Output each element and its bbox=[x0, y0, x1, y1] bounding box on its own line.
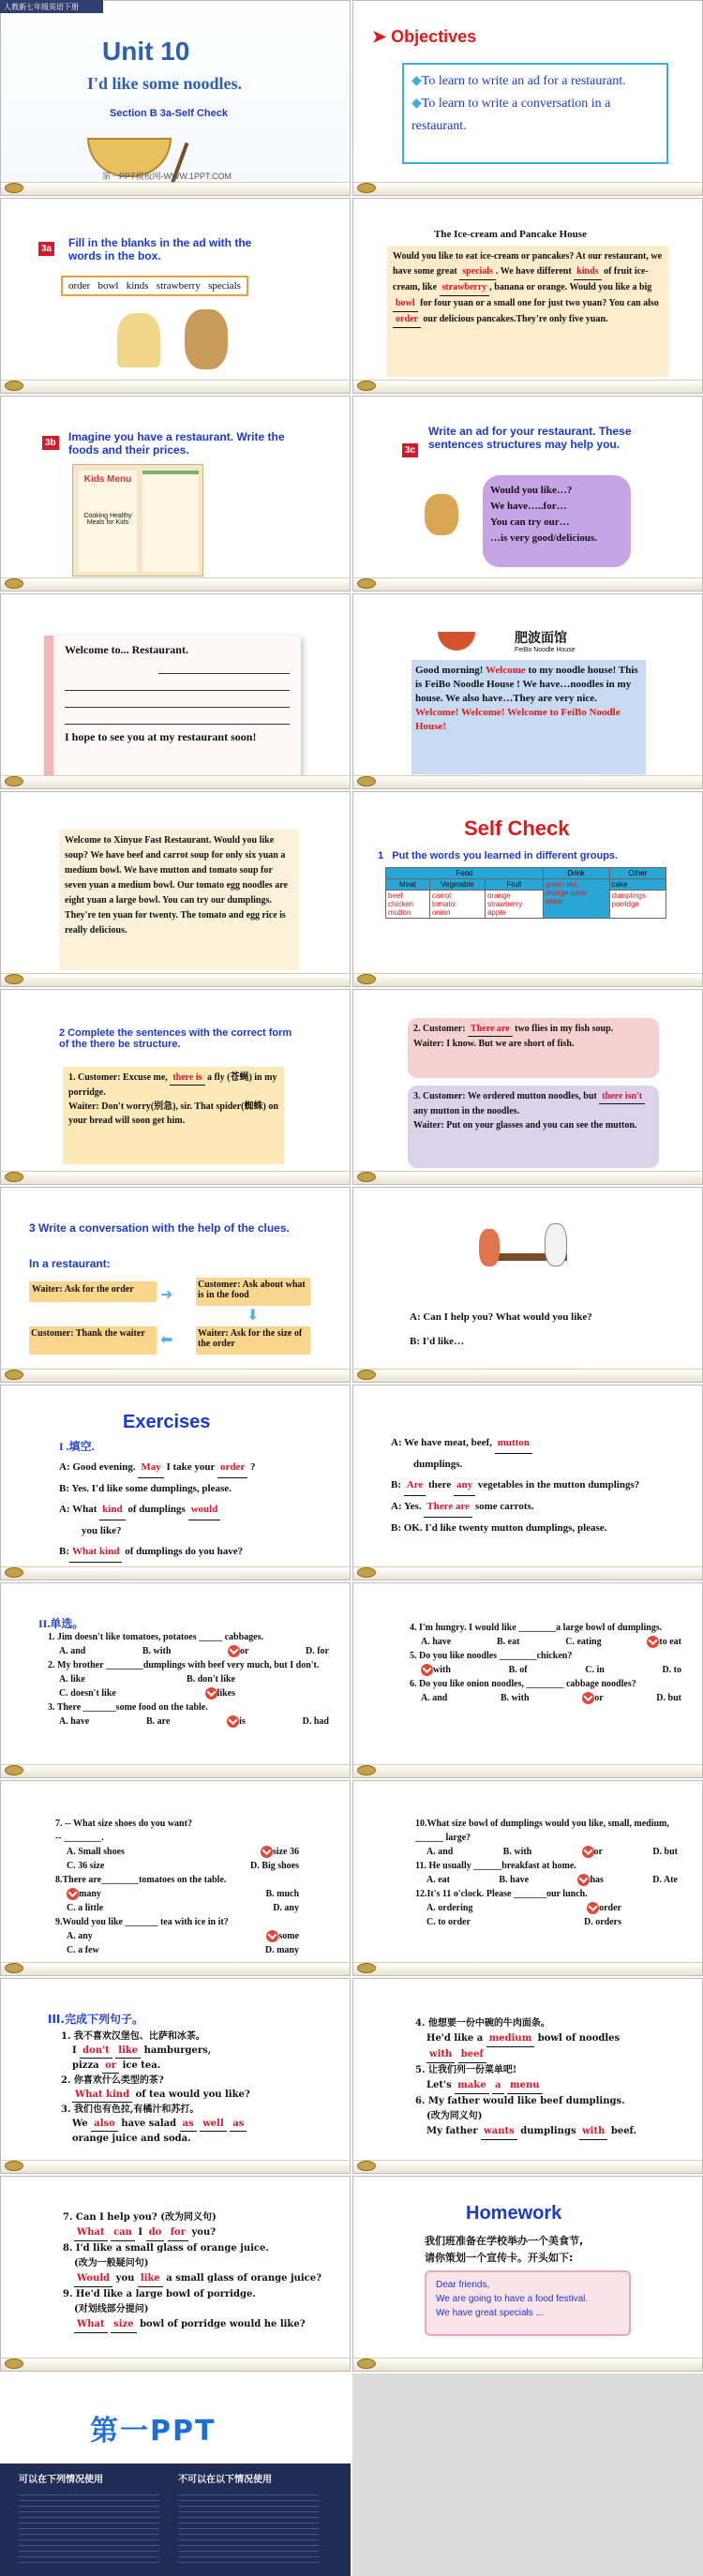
slide-there-be-1 bbox=[0, 989, 351, 1185]
answer-there-are: There are bbox=[468, 1022, 513, 1037]
ad-body: Would you like to eat ice-cream or pancakes? At our restaurant, we have some great specials . We have different kinds of fruit ice-cream, like strawberry , banana or orange. Would you like a big bowl for four yuan or a small one for just two yuan? You can also order our delicious pancakes.They're only five yuan. bbox=[387, 246, 668, 377]
lesson-subtitle: I'd like some noodles. bbox=[87, 74, 243, 93]
instruction: Imagine you have a restaurant. Write the foods and their prices. bbox=[68, 430, 285, 457]
coin-icon bbox=[357, 1765, 376, 1775]
answer-mutton: mutton bbox=[495, 1432, 532, 1454]
restaurant-logo: 肥波面馆 bbox=[515, 631, 567, 646]
menu-title: Kids Menu bbox=[83, 474, 132, 485]
slide-objectives bbox=[352, 0, 703, 196]
slide-3c bbox=[352, 396, 703, 592]
coin-icon bbox=[5, 2161, 23, 2171]
arrow-left-icon: ⬅ bbox=[160, 1332, 173, 1348]
chevron-right-icon: ➤ bbox=[372, 27, 392, 46]
noodle-bowl-image bbox=[438, 632, 475, 651]
welcome-line: Welcome to... Restaurant. bbox=[65, 643, 188, 656]
answer-strawberry: strawberry bbox=[440, 280, 490, 296]
instruction: Write an ad for your restaurant. These sentences structures may help you. bbox=[428, 425, 632, 451]
question-list: 1. Jim doesn't like tomatoes, potatoes _____ cabbages. A. and B. with or D. for 2. My brother ________dumplings with beef very much, but I don't. A. like B. don't like C. doesn't like likes 3. There _______some food on the table. A. have B. are is D. had bbox=[48, 1632, 329, 1727]
check-icon bbox=[587, 1902, 599, 1914]
sentence-list: 1. 我不喜欢汉堡包、比萨和冰茶。 I don't like hamburgers, pizza or ice tea. 2. 你喜欢什么类型的茶? What kind of tea would you like? 3. 我们也有色拉,有橘汁和苏打。 We also have salad as well as orange juice and soda. bbox=[61, 2031, 250, 2144]
slide-exercises-2 bbox=[352, 1385, 703, 1580]
ad-title: The Ice-cream and Pancake House bbox=[434, 229, 587, 240]
slide-homework bbox=[352, 2176, 703, 2372]
answer-would: would bbox=[188, 1499, 221, 1520]
answer-like: like bbox=[115, 2044, 141, 2059]
slide-feibo-ad bbox=[352, 593, 703, 789]
check-icon bbox=[205, 1687, 217, 1700]
answer-make: make bbox=[455, 2078, 488, 2094]
answer-a: a bbox=[492, 2078, 503, 2094]
section-label: I .填空. bbox=[59, 1440, 95, 1453]
usage-allowed-heading: 可以在下列情况使用 bbox=[19, 2475, 103, 2485]
vegetable-header: Vegetable bbox=[429, 879, 485, 891]
coin-icon bbox=[5, 1370, 23, 1380]
coin-icon bbox=[357, 776, 376, 786]
ice-cream-image bbox=[117, 313, 160, 367]
restaurant-logo-en: FeiBo Noodle House bbox=[515, 647, 576, 653]
ppt-logo: 第一PPT bbox=[90, 2415, 217, 2448]
menu-subtitle: Cooking Healthy Meals for Kids bbox=[83, 513, 132, 526]
coin-icon bbox=[5, 974, 23, 984]
exercises-title: Exercises bbox=[123, 1412, 211, 1432]
usage-forbidden-heading: 不可以在以下情况使用 bbox=[178, 2475, 272, 2485]
answer-do: do bbox=[146, 2225, 165, 2241]
word-box: order bowl kinds strawberry specials bbox=[61, 276, 248, 296]
sentence-2: We have…..for… bbox=[490, 501, 567, 512]
coin-icon bbox=[5, 1963, 23, 1973]
check-icon bbox=[582, 1692, 594, 1704]
homework-title: Homework bbox=[466, 2203, 562, 2224]
slide-complete-2 bbox=[352, 1978, 703, 2174]
coin-icon bbox=[5, 1172, 23, 1182]
answer-with-2: with bbox=[579, 2124, 607, 2140]
slide-restaurant-dialogue bbox=[352, 1187, 703, 1383]
drink-header: Drink bbox=[543, 868, 609, 879]
fruit-cell: orange strawberry apple bbox=[485, 891, 543, 919]
usage-panel bbox=[0, 2464, 351, 2576]
subheading: In a restaurant: bbox=[29, 1257, 111, 1270]
check-icon bbox=[647, 1636, 659, 1648]
coin-icon bbox=[5, 776, 23, 786]
slide-ad-template bbox=[0, 593, 351, 789]
answer-there-is: there is bbox=[170, 1071, 204, 1086]
coin-icon bbox=[5, 183, 23, 193]
task-number: 3c bbox=[402, 443, 418, 457]
empty-area bbox=[352, 2374, 703, 2576]
answer-kind: kind bbox=[99, 1499, 125, 1520]
check-icon bbox=[261, 1846, 273, 1858]
vegetable-cell: carrot tomato onion bbox=[429, 891, 485, 919]
answer-what-2: What bbox=[74, 2317, 108, 2333]
answer-there-isnt: there isn't bbox=[599, 1089, 645, 1104]
answer-for: for bbox=[168, 2225, 188, 2241]
check-icon bbox=[577, 1874, 590, 1886]
kids-menu-image bbox=[72, 464, 203, 577]
dialogue-3: 3. Customer: We ordered mutton noodles, but there isn't any mutton in the noodles. Waiter: Put on your glasses and you can see the mutton. bbox=[408, 1086, 659, 1168]
homework-line-1: 我们班准备在学校举办一个美食节, bbox=[425, 2235, 584, 2247]
answer-specials: specials bbox=[459, 264, 496, 280]
check-icon bbox=[67, 1888, 79, 1900]
sample-ad-text: Welcome to Xinyue Fast Restaurant. Would you like soup? We have beef and carrot soup for only six yuan a medium bowl. We have mutton and tomato soup for seven yuan a medium bowl. Our tomato egg noodles are eight yuan a large bowl. You can try our dumplings. They're ten yuan for twenty. The tomato and egg rice is really delicious. bbox=[59, 830, 299, 970]
answer-what: What bbox=[74, 2225, 108, 2241]
closing-line: I hope to see you at my restaurant soon! bbox=[65, 730, 257, 743]
slide-ad-text bbox=[352, 198, 703, 394]
clue-box-1: Waiter: Ask for the order bbox=[29, 1281, 157, 1302]
self-check-title: Self Check bbox=[464, 816, 570, 840]
slide-choice-3 bbox=[0, 1780, 351, 1976]
instruction: Fill in the blanks in the ad with the words in the box. bbox=[68, 236, 252, 262]
answer-what-kind: What kind bbox=[72, 2088, 132, 2103]
invitation-card: Dear friends, We are going to have a food festival. We have great specials ... bbox=[425, 2270, 631, 2336]
section-label: II.单选。 bbox=[38, 1617, 84, 1630]
slide-choice-4 bbox=[352, 1780, 703, 1976]
other-cell-a: cake bbox=[609, 879, 666, 891]
answer-dont: don't bbox=[80, 2044, 112, 2059]
sentence-3: You can try our… bbox=[490, 517, 570, 528]
drinks-cell: green tea orange juice water bbox=[543, 879, 609, 919]
sentence-1: Would you like…? bbox=[490, 485, 573, 496]
coin-icon bbox=[357, 1370, 376, 1380]
answer-as: as bbox=[180, 2117, 197, 2132]
meat-cell: beef chicken mutton bbox=[386, 891, 430, 919]
coin-icon bbox=[357, 1963, 376, 1973]
objectives-title: Objectives bbox=[391, 27, 477, 46]
coin-icon bbox=[5, 1765, 23, 1775]
objective-2: To learn to write a conversation in a restaurant. bbox=[411, 97, 611, 133]
section-label: III.完成下列句子。 bbox=[48, 2013, 143, 2026]
slide-sample-ad bbox=[0, 791, 351, 987]
coin-icon bbox=[357, 1172, 376, 1182]
answer-are: Are bbox=[404, 1475, 426, 1496]
section-label: Section B 3a-Self Check bbox=[110, 108, 228, 119]
slide-complete-3 bbox=[0, 2176, 351, 2372]
restaurant-image bbox=[473, 1220, 576, 1285]
instruction: 2 Complete the sentences with the correct form of the there be structure. bbox=[59, 1027, 292, 1050]
sentence-bubble bbox=[483, 475, 631, 567]
check-icon bbox=[421, 1664, 433, 1676]
coin-icon bbox=[357, 2359, 376, 2369]
clue-box-4: Waiter: Ask for the size of the order bbox=[196, 1326, 310, 1355]
slide-3b bbox=[0, 396, 351, 592]
chef-image bbox=[185, 309, 228, 369]
coin-icon bbox=[5, 1567, 23, 1578]
coin-icon bbox=[357, 974, 376, 984]
diamond-icon: ◆ bbox=[411, 74, 422, 88]
slide-title bbox=[0, 0, 351, 196]
question-list: 7. -- What size shoes do you want? -- ________. A. Small shoes size 36 C. 36 size D. Big shoes 8.There are________tomatoes on the table. many B. much C. a little D. any 9.Would you like _______ tea with ice in it? A. any some C. a few D. many bbox=[55, 1819, 299, 1955]
food-header: Food bbox=[386, 868, 544, 879]
task-number: 3b bbox=[42, 436, 59, 450]
arrow-down-icon: ⬇ bbox=[247, 1308, 260, 1324]
homework-line-2: 请你策划一个宣传卡。开头如下: bbox=[425, 2252, 574, 2264]
diamond-icon: ◆ bbox=[411, 97, 422, 111]
question-list: 4. I'm hungry. I would like ________a large bowl of dumplings. A. have B. eat C. eating to eat 5. Do you like noodles ________chicken? with B. of C. in D. to 6. Do you like onion noodles, ________ cabbage noodles? A. and B. with or D. but bbox=[410, 1623, 681, 1703]
slide-clues bbox=[0, 1187, 351, 1383]
slide-exercises-1 bbox=[0, 1385, 351, 1580]
coin-icon bbox=[357, 578, 376, 589]
series-tag: 人教新七年级英语下册 bbox=[0, 0, 103, 13]
task-number: 3a bbox=[38, 242, 54, 256]
word-groups-table bbox=[385, 867, 666, 919]
clue-box-3: Customer: Thank the waiter bbox=[29, 1326, 157, 1355]
unit-title: Unit 10 bbox=[102, 37, 190, 66]
answer-with: with bbox=[426, 2047, 455, 2063]
slide-3a bbox=[0, 198, 351, 394]
paper-note bbox=[44, 636, 301, 776]
exercise-lines: A: Good evening. May I take your order ? B: Yes. I'd like some dumplings, please. A: What kind of dumplings would you like? B: What kind of dumplings do you have? bbox=[59, 1457, 331, 1563]
answer-size: size bbox=[111, 2317, 136, 2333]
answer-can: can bbox=[111, 2225, 135, 2241]
dialogue-a: A: Can I help you? What would you like? bbox=[410, 1311, 592, 1323]
other-cell-b: dumplings porridge bbox=[609, 891, 666, 919]
instruction: 3 Write a conversation with the help of the clues. bbox=[29, 1221, 290, 1235]
check-icon bbox=[227, 1715, 239, 1728]
objective-1: To learn to write an ad for a restaurant. bbox=[421, 74, 626, 88]
answer-kinds: kinds bbox=[574, 264, 601, 280]
slide-there-be-2 bbox=[352, 989, 703, 1185]
answer-also: also bbox=[91, 2117, 118, 2132]
coin-icon bbox=[357, 183, 376, 193]
sentence-list: 7. Can I help you? (改为同义句) What can I do for you? 8. I'd like a small glass of orange juice. (改为一般疑问句) Would you like a small glass of orange juice? 9. He'd like a large bowl of porridge. (对划线部分提问) What size bowl of porridge would he like? bbox=[63, 2210, 325, 2333]
slide-self-check bbox=[352, 791, 703, 987]
fruit-header: Fruit bbox=[485, 879, 543, 891]
other-header: Other bbox=[609, 868, 666, 879]
watermark: 第一PPT模板网-WWW.1PPT.COM bbox=[102, 172, 232, 181]
answer-menu: menu bbox=[507, 2078, 542, 2094]
coin-icon bbox=[357, 381, 376, 391]
dialogue-b: B: I'd like… bbox=[410, 1336, 465, 1347]
coin-icon bbox=[5, 381, 23, 391]
check-icon bbox=[266, 1930, 278, 1942]
answer-bowl: bowl bbox=[393, 296, 418, 312]
meat-header: Meat bbox=[386, 879, 430, 891]
exercise-lines: A: We have meat, beef, mutton dumplings. B: Are there any vegetables in the mutton dumplings? A: Yes. There are some carrots. B: OK. I'd like twenty mutton dumplings, please. bbox=[391, 1432, 681, 1538]
chef-image bbox=[425, 494, 458, 535]
answer-would: Would bbox=[74, 2271, 112, 2287]
coin-icon bbox=[357, 2161, 376, 2171]
question-list: 10.What size bowl of dumplings would you like, small, medium, ______ large? A. and B. with or D. but 11. He usually ______breakfast at home. A. eat B. have has D. Ate 12.It's 11 o'clock. Please _______our lunch. A. ordering order C. to order D. orders bbox=[415, 1819, 678, 1927]
slide-choice-2 bbox=[352, 1582, 703, 1778]
answer-there-are: There are bbox=[424, 1496, 472, 1518]
answer-any: any bbox=[454, 1475, 475, 1496]
coin-icon bbox=[5, 2359, 23, 2369]
dialogue-1: 1. Customer: Excuse me, there is a fly (苍蝇) in my porridge. Waiter: Don't worry(别急), sir. That spider(蜘蛛) on your bread will soon get him. bbox=[63, 1067, 284, 1164]
coin-icon bbox=[357, 1567, 376, 1578]
check-icon bbox=[228, 1645, 240, 1657]
sentence-list: 4. 他想要一份中碗的牛肉面条。 He'd like a medium bowl of noodles with beef 5. 让我们列一份菜单吧! Let's make a menu 6. My father would like beef dumplings. (改为同义句) My father wants dumplings with beef. bbox=[415, 2016, 678, 2140]
answer-what-kind: What kind bbox=[69, 1541, 122, 1563]
slide-complete-1 bbox=[0, 1978, 351, 2174]
answer-order: order bbox=[217, 1457, 247, 1478]
answer-medium: medium bbox=[486, 2031, 535, 2047]
answer-or: or bbox=[102, 2059, 119, 2074]
arrow-right-icon: ➜ bbox=[160, 1287, 173, 1303]
answer-well: well bbox=[200, 2117, 227, 2132]
answer-wants: wants bbox=[481, 2124, 517, 2140]
slide-copyright bbox=[0, 2374, 351, 2576]
coin-icon bbox=[5, 578, 23, 589]
answer-beef: beef bbox=[458, 2047, 486, 2063]
ad-body: Good morning! Welcome to my noodle house! This is FeiBo Noodle House ! We have…noodles in my house. We also have…They are very nice. Welcome! Welcome! Welcome to FeiBo Noodle House! bbox=[411, 660, 646, 774]
slide-choice-1 bbox=[0, 1582, 351, 1778]
dialogue-2: 2. Customer: There are two flies in my fish soup. Waiter: I know. But we are short of fish. bbox=[408, 1018, 659, 1078]
answer-as-2: as bbox=[230, 2117, 247, 2132]
sentence-4: …is very good/delicious. bbox=[490, 532, 597, 544]
answer-may: May bbox=[138, 1457, 163, 1478]
check-icon bbox=[582, 1846, 594, 1858]
clue-box-2: Customer: Ask about what is in the food bbox=[196, 1278, 310, 1306]
answer-like: like bbox=[138, 2271, 163, 2287]
answer-order: order bbox=[393, 312, 421, 328]
instruction: 1 Put the words you learned in different groups. bbox=[378, 850, 619, 861]
